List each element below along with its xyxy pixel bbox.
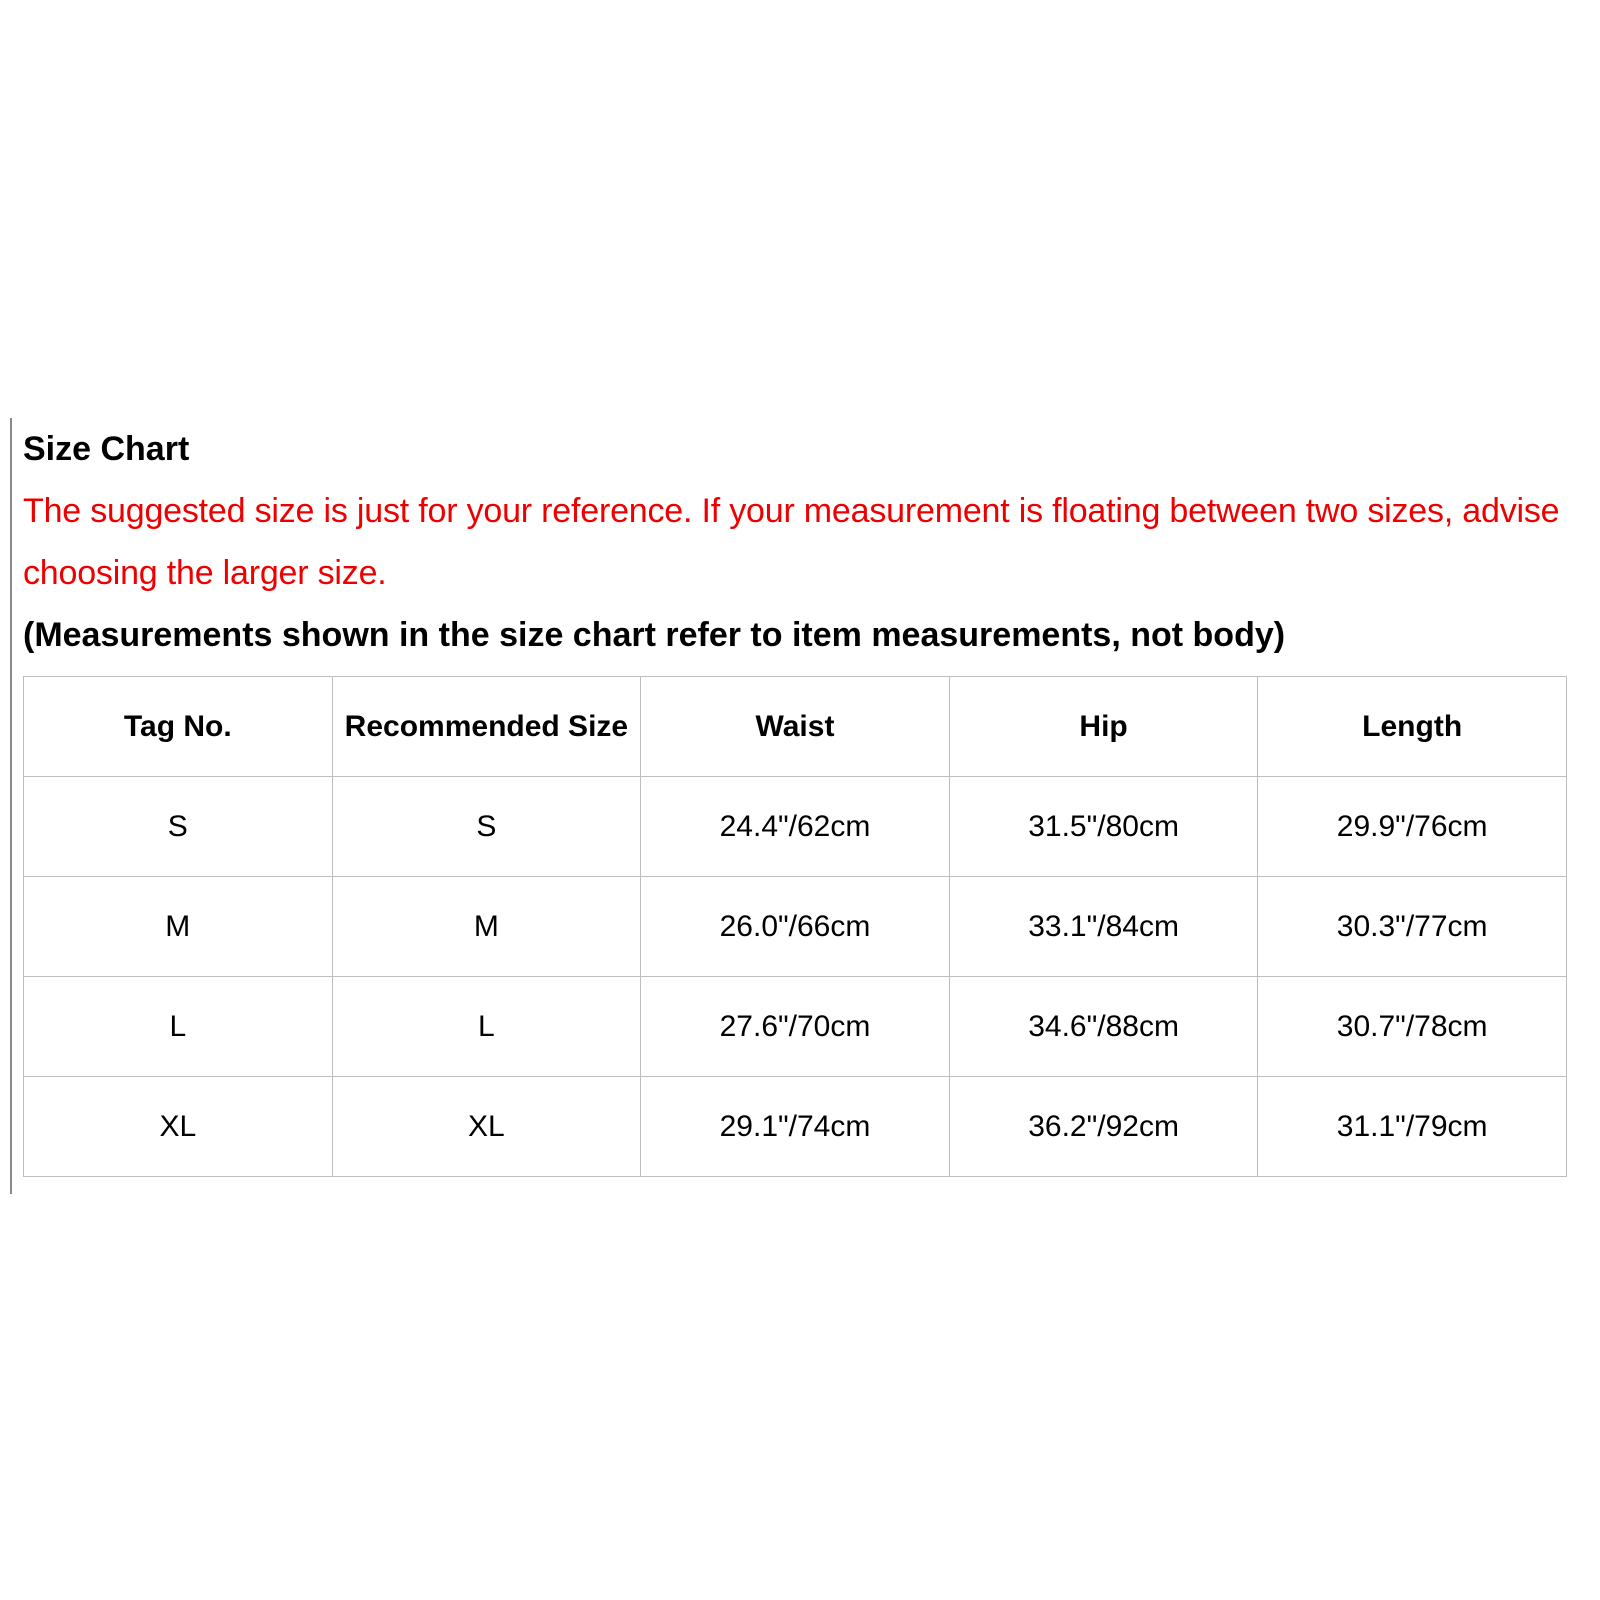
size-chart-header <box>23 418 1600 666</box>
cell-recommended-size: XL <box>332 1077 641 1177</box>
cell-waist: 26.0"/66cm <box>641 877 950 977</box>
cell-length: 30.3"/77cm <box>1258 877 1567 977</box>
cell-waist: 24.4"/62cm <box>641 777 950 877</box>
size-notice: The suggested size is just for your reference. If your measurement is floating between two sizes, advise choosing the larger size. <box>23 492 1560 592</box>
cell-tag-no: XL <box>24 1077 333 1177</box>
cell-hip: 33.1"/84cm <box>949 877 1258 977</box>
left-border-rule <box>10 418 12 1194</box>
header-tag-no: Tag No. <box>24 677 333 777</box>
table-row <box>24 1077 1567 1177</box>
cell-tag-no: L <box>24 977 333 1077</box>
cell-hip: 34.6"/88cm <box>949 977 1258 1077</box>
cell-recommended-size: L <box>332 977 641 1077</box>
header-hip: Hip <box>949 677 1258 777</box>
header-waist: Waist <box>641 677 950 777</box>
table-row <box>24 977 1567 1077</box>
cell-waist: 29.1"/74cm <box>641 1077 950 1177</box>
table-header-row <box>24 677 1567 777</box>
cell-recommended-size: S <box>332 777 641 877</box>
cell-length: 31.1"/79cm <box>1258 1077 1567 1177</box>
size-table <box>23 676 1567 1177</box>
table-row <box>24 877 1567 977</box>
page-title: Size Chart <box>23 430 190 468</box>
cell-hip: 31.5"/80cm <box>949 777 1258 877</box>
cell-waist: 27.6"/70cm <box>641 977 950 1077</box>
cell-recommended-size: M <box>332 877 641 977</box>
cell-length: 30.7"/78cm <box>1258 977 1567 1077</box>
cell-length: 29.9"/76cm <box>1258 777 1567 877</box>
table-row <box>24 777 1567 877</box>
header-length: Length <box>1258 677 1567 777</box>
cell-hip: 36.2"/92cm <box>949 1077 1258 1177</box>
measurement-note: (Measurements shown in the size chart refer to item measurements, not body) <box>23 616 1286 654</box>
cell-tag-no: M <box>24 877 333 977</box>
header-recommended-size: Recommended Size <box>332 677 641 777</box>
cell-tag-no: S <box>24 777 333 877</box>
